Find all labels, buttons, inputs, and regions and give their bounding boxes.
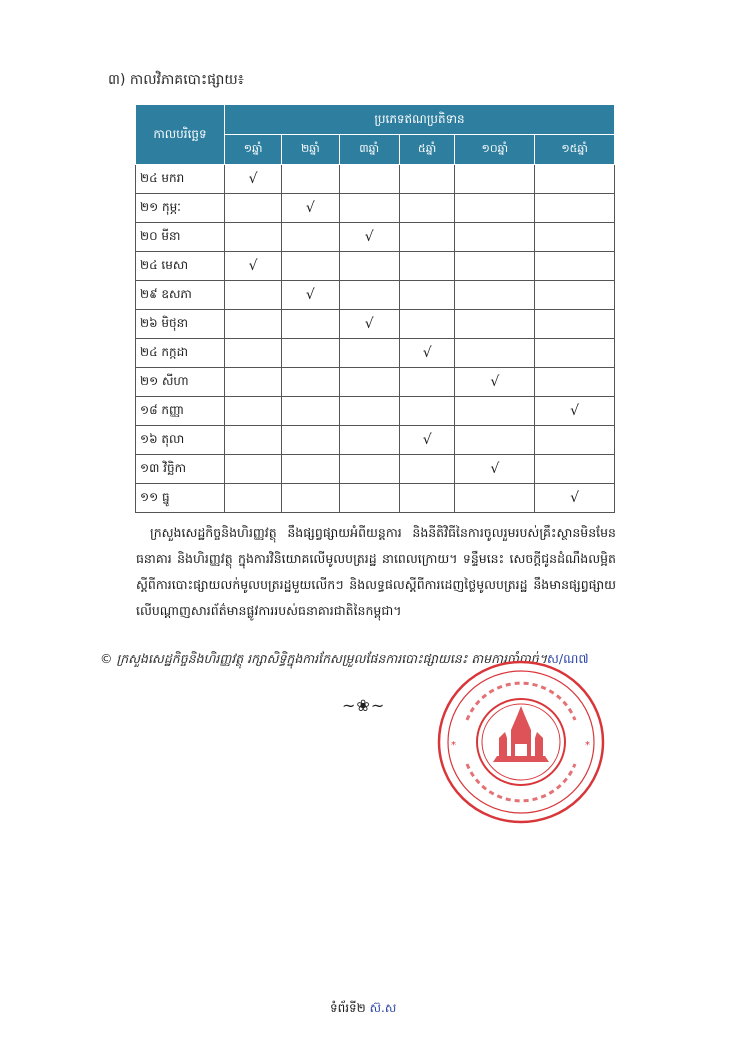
empty-cell [339, 165, 399, 194]
year-column-header: ១៥ឆ្នាំ [535, 135, 615, 165]
schedule-row [136, 426, 615, 455]
schedule-date: ១១ ធ្នូ [136, 484, 225, 513]
empty-cell [399, 194, 455, 223]
schedule-row [136, 281, 615, 310]
empty-cell [225, 281, 282, 310]
empty-cell [535, 223, 615, 252]
empty-cell [455, 252, 535, 281]
schedule-date: ១៨ កញ្ញា [136, 397, 225, 426]
schedule-row [136, 165, 615, 194]
page-number: ទំព័រទី២ [330, 1001, 366, 1015]
empty-cell [339, 484, 399, 513]
empty-cell [282, 397, 339, 426]
empty-cell [455, 426, 535, 455]
empty-cell [535, 194, 615, 223]
period-column-header: កាលបរិច្ឆេទ [136, 105, 225, 165]
publication-schedule-table [135, 104, 615, 513]
empty-cell [282, 484, 339, 513]
schedule-date: ២០ មីនា [136, 223, 225, 252]
schedule-date: ២៤ មេសា [136, 252, 225, 281]
empty-cell [225, 194, 282, 223]
announcement-paragraph: ក្រសួងសេដ្ឋកិច្ចនិងហិរញ្ញវត្ថុ នឹងផ្សព្វផ្សាយអំពីយន្តការ និងនីតិវិធីនៃការចូលរួមរបស់គ្រឹះស្ថានមិនមែនធនាគារ និងហិរញ្ញវត្ថុ ក្នុងការវិនិយោគលើមូលបត្ររដ្ឋ នាពេលក្រោយ។ ទន្ទឹមនេះ សេចក្តីជូនដំណឹងលម្អិតស្តីពីការបោះផ្សាយលក់មូលបត្ររដ្ឋមួយលើកៗ និងលទ្ធផលស្តីពីការដេញថ្លៃមូលបត្ររដ្ឋ នឹងមានផ្សព្វផ្សាយលើបណ្តាញសារព័ត៌មានផ្លូវការរបស់ធនាគារជាតិនៃកម្ពុជា។ [136, 525, 616, 618]
section-heading: ៣) កាលវិភាគបោះផ្សាយ៖ [108, 72, 244, 88]
schedule-date: ១៣ វិច្ឆិកា [136, 455, 225, 484]
empty-cell [399, 455, 455, 484]
empty-cell [455, 194, 535, 223]
year-column-header: ១ឆ្នាំ [225, 135, 282, 165]
year-column-header: ៣ឆ្នាំ [339, 135, 399, 165]
check-mark-cell: √ [282, 194, 339, 223]
empty-cell [282, 339, 339, 368]
schedule-date: ២១ សីហា [136, 368, 225, 397]
empty-cell [399, 310, 455, 339]
check-mark-cell: √ [399, 426, 455, 455]
schedule-row [136, 368, 615, 397]
schedule-row [136, 310, 615, 339]
empty-cell [399, 223, 455, 252]
decorative-ornament: ~❀~ [342, 696, 386, 715]
schedule-date: ២៤ កក្កដា [136, 339, 225, 368]
empty-cell [399, 368, 455, 397]
schedule-row [136, 484, 615, 513]
empty-cell [535, 455, 615, 484]
empty-cell [339, 252, 399, 281]
empty-cell [455, 223, 535, 252]
empty-cell [399, 252, 455, 281]
empty-cell [399, 281, 455, 310]
schedule-date: ២១ កុម្ភៈ [136, 194, 225, 223]
schedule-date: ១៦ តុលា [136, 426, 225, 455]
empty-cell [339, 397, 399, 426]
empty-cell [339, 426, 399, 455]
empty-cell [225, 223, 282, 252]
empty-cell [339, 455, 399, 484]
schedule-row [136, 194, 615, 223]
empty-cell [455, 484, 535, 513]
empty-cell [225, 426, 282, 455]
empty-cell [282, 455, 339, 484]
empty-cell [455, 397, 535, 426]
check-mark-cell: √ [399, 339, 455, 368]
year-column-header: ៥ឆ្នាំ [399, 135, 455, 165]
empty-cell [455, 281, 535, 310]
empty-cell [282, 368, 339, 397]
empty-cell [225, 484, 282, 513]
check-mark-cell: √ [535, 397, 615, 426]
empty-cell [535, 281, 615, 310]
empty-cell [225, 368, 282, 397]
schedule-row [136, 397, 615, 426]
copyright-text: © ក្រសួងសេដ្ឋកិច្ចនិងហិរញ្ញវត្ថុ រក្សាសិទ្ធិក្នុងការកែសម្រួលផែនការបោះផ្សាយនេះ តាមការចាំបាច់។ [100, 651, 547, 666]
official-seal-stamp [437, 660, 605, 824]
year-column-header: ១០ឆ្នាំ [455, 135, 535, 165]
empty-cell [399, 484, 455, 513]
credit-type-group-header: ប្រភេទឥណប្រតិទាន [225, 105, 615, 135]
empty-cell [282, 165, 339, 194]
schedule-row [136, 339, 615, 368]
check-mark-cell: √ [282, 281, 339, 310]
page-footer [330, 1000, 396, 1018]
empty-cell [282, 223, 339, 252]
empty-cell [535, 165, 615, 194]
empty-cell [535, 252, 615, 281]
empty-cell [225, 339, 282, 368]
empty-cell [455, 310, 535, 339]
empty-cell [399, 397, 455, 426]
empty-cell [339, 339, 399, 368]
footer-initials: ស៊.ស [369, 1001, 397, 1015]
empty-cell [535, 426, 615, 455]
empty-cell [225, 310, 282, 339]
check-mark-cell: √ [225, 165, 282, 194]
empty-cell [399, 165, 455, 194]
schedule-row [136, 455, 615, 484]
empty-cell [455, 339, 535, 368]
empty-cell [282, 252, 339, 281]
handwritten-initials: ស/ណ៧ [546, 651, 589, 666]
svg-text:*: * [585, 740, 590, 751]
check-mark-cell: √ [455, 455, 535, 484]
svg-text:*: * [451, 740, 456, 751]
year-column-header: ២ឆ្នាំ [282, 135, 339, 165]
empty-cell [455, 165, 535, 194]
empty-cell [535, 310, 615, 339]
check-mark-cell: √ [225, 252, 282, 281]
empty-cell [535, 368, 615, 397]
empty-cell [339, 194, 399, 223]
schedule-date: ២៦ មិថុនា [136, 310, 225, 339]
empty-cell [225, 397, 282, 426]
empty-cell [282, 426, 339, 455]
check-mark-cell: √ [339, 310, 399, 339]
check-mark-cell: √ [455, 368, 535, 397]
empty-cell [339, 368, 399, 397]
check-mark-cell: √ [535, 484, 615, 513]
empty-cell [282, 310, 339, 339]
schedule-date: ២៩ ឧសភា [136, 281, 225, 310]
empty-cell [339, 281, 399, 310]
empty-cell [535, 339, 615, 368]
schedule-row [136, 252, 615, 281]
schedule-row [136, 223, 615, 252]
empty-cell [225, 455, 282, 484]
schedule-date: ២៤ មករា [136, 165, 225, 194]
check-mark-cell: √ [339, 223, 399, 252]
